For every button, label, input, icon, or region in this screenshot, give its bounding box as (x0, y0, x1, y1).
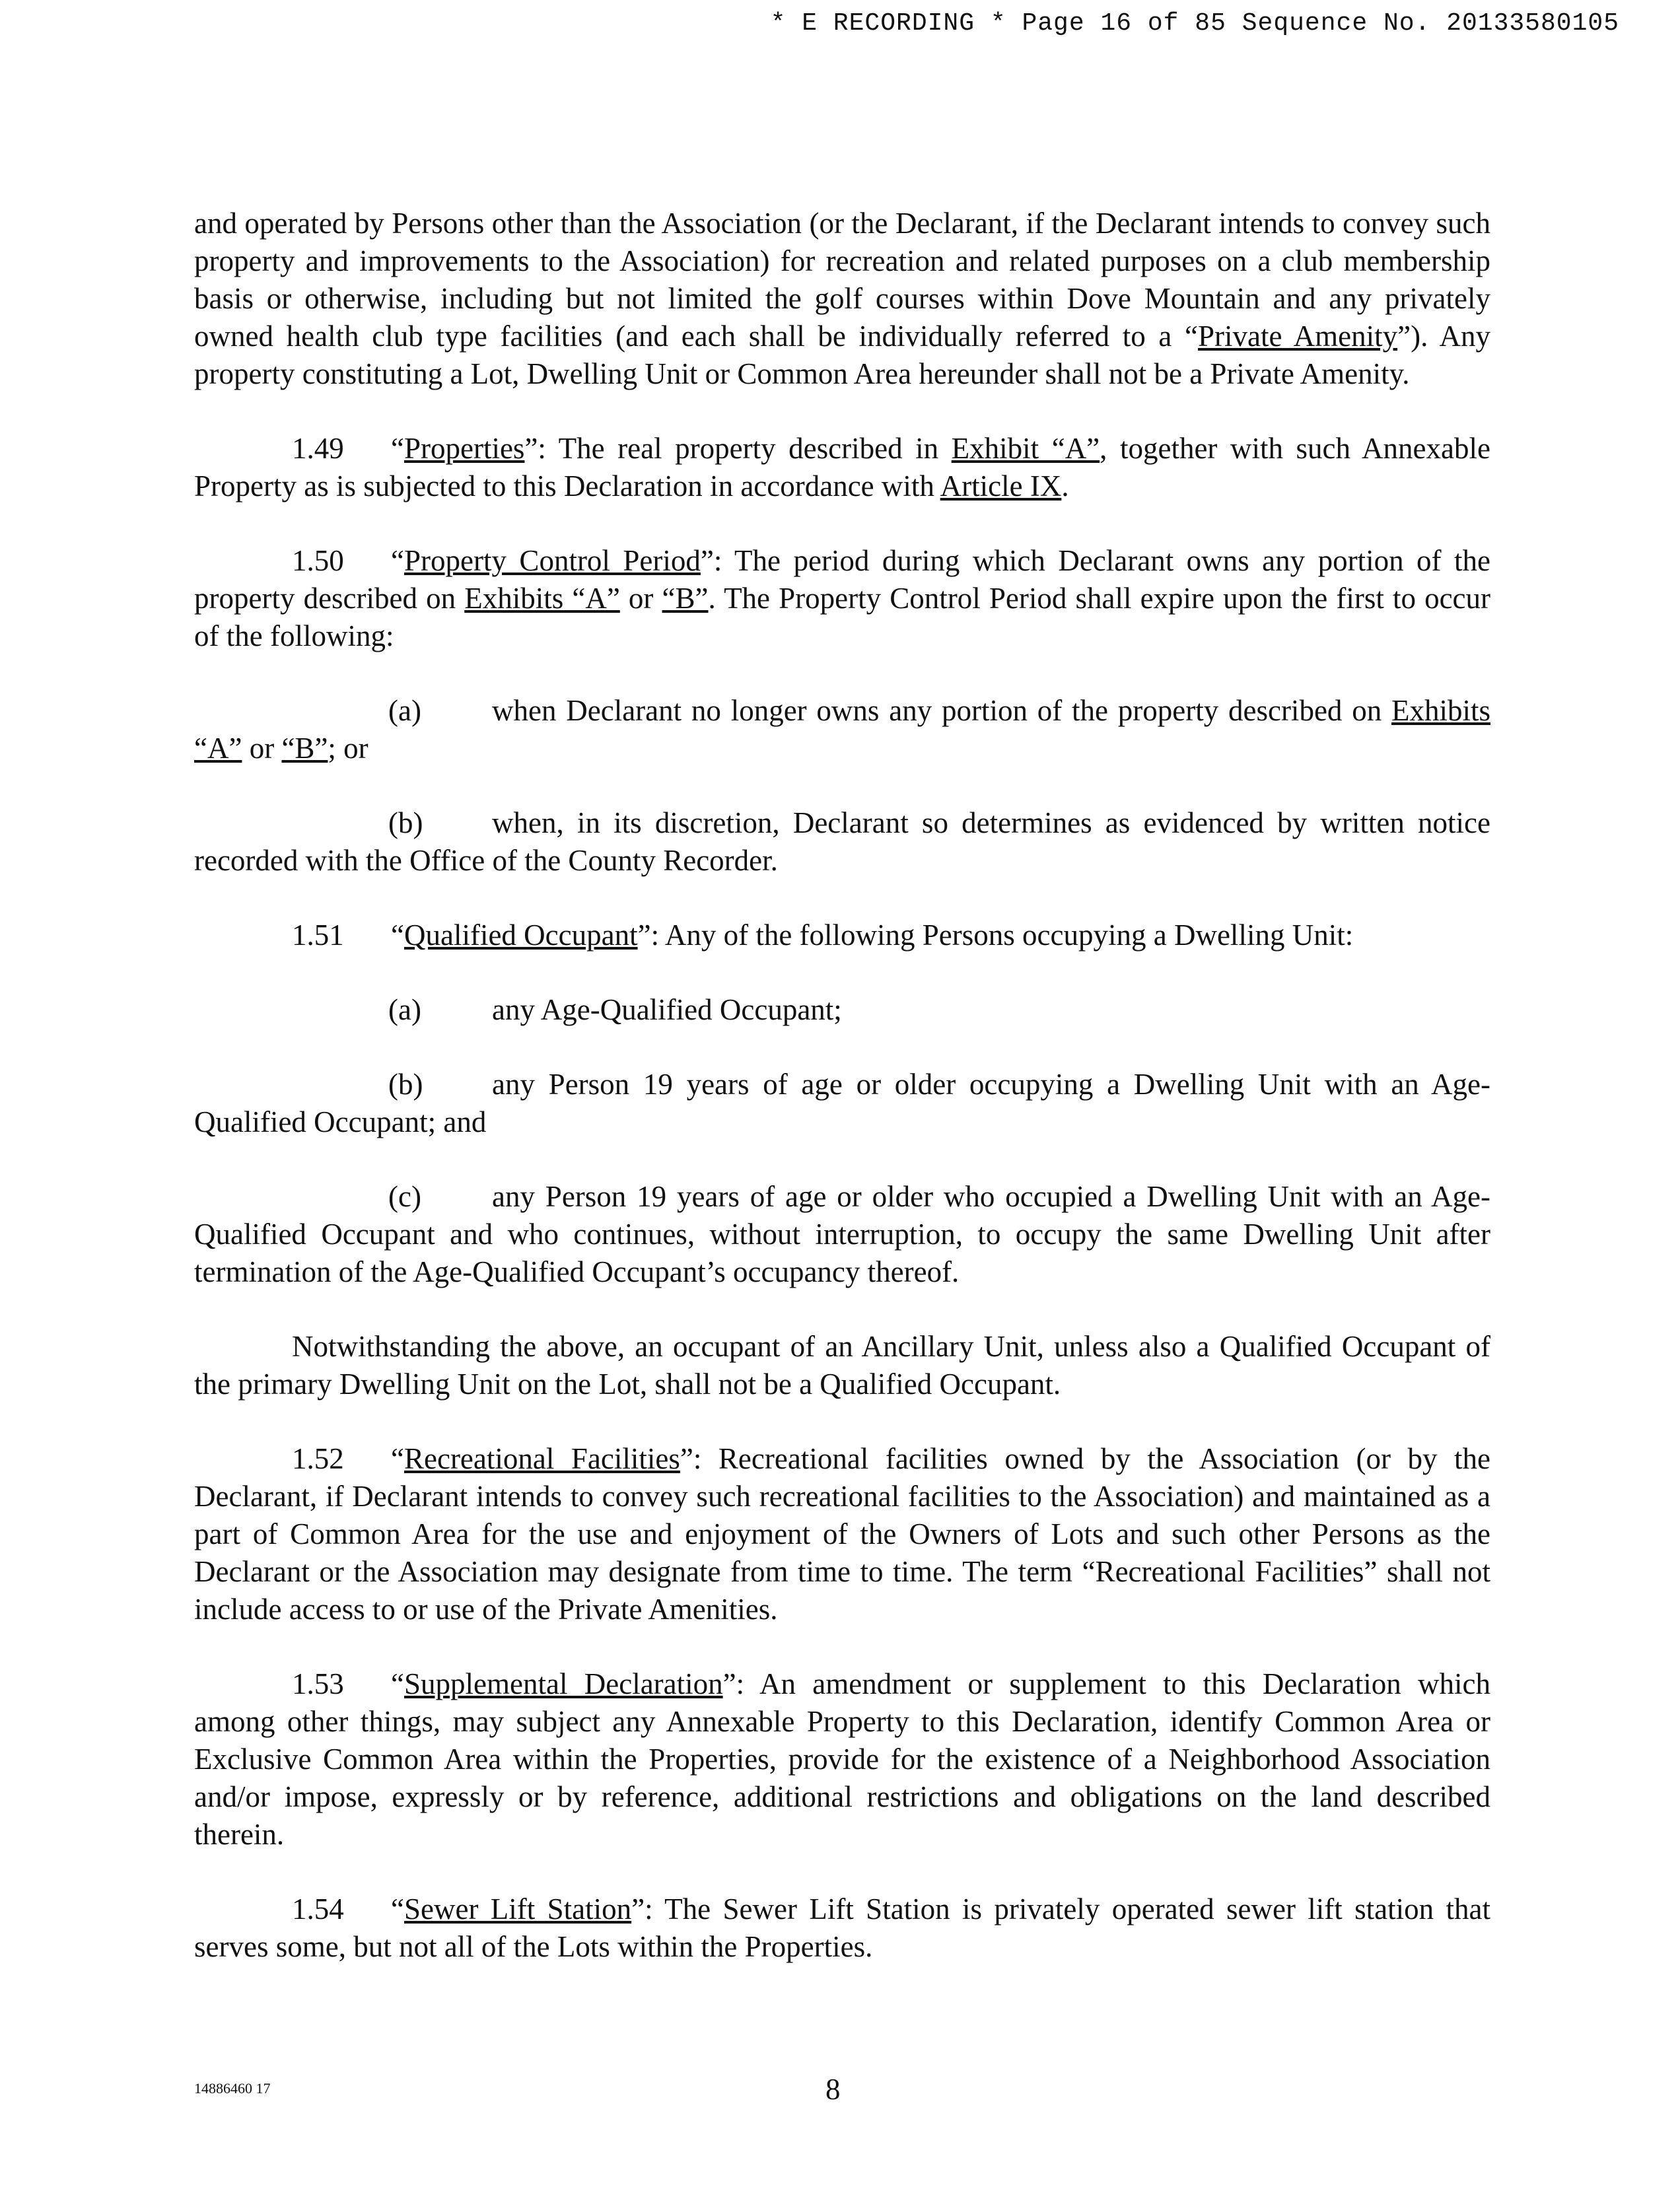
text: ”: The Sewer Lift Station is privately operated sewer lift station that serves some, but not all of the Lots within the Properties. (194, 1892, 1490, 1963)
item-label: (b) (388, 806, 423, 839)
section-1-51 (194, 917, 1490, 954)
section-1-52 (194, 1440, 1490, 1628)
defined-term-private-amenity: Private Amenity (1197, 320, 1398, 353)
item-label: (a) (388, 694, 421, 727)
text: ; or (328, 732, 368, 765)
section-number: 1.51 (292, 919, 344, 952)
section-1-50-item-b (194, 804, 1490, 880)
defined-term-qualified-occupant: Qualified Occupant (403, 919, 638, 952)
item-label: (a) (388, 993, 421, 1026)
section-number: 1.52 (292, 1442, 344, 1475)
text: any Age-Qualified Occupant; (492, 993, 842, 1026)
text: . The Property Control Period shall expire upon the first to occur of the following: (194, 582, 1491, 652)
qualified-occupant-note: Notwithstanding the above, an occupant of an Ancillary Unit, unless also a Qualified Occupant of the primary Dwelling Unit on the Lot, shall not be a Qualified Occupant. (194, 1330, 1490, 1401)
page-number: 8 (825, 2073, 841, 2106)
exhibit-b-reference: “B” (662, 582, 709, 615)
text: , together with such Annexable Property as is subjected to this Declaration in accordance with (194, 432, 1490, 503)
defined-term-sewer-lift-station: Sewer Lift Station (403, 1892, 632, 1926)
document-body (194, 205, 1490, 1966)
section-1-51-item-b (194, 1066, 1490, 1141)
section-number: 1.50 (292, 544, 344, 577)
text: or (619, 582, 662, 615)
text: any Person 19 years of age or older who occupied a Dwelling Unit with an Age-Qualified Occupant and who continues, without interruption, to occupy the same Dwelling Unit after termination of the Age-Qualified Occupant’s occupancy thereof. (194, 1180, 1490, 1288)
section-1-50-item-a (194, 692, 1490, 767)
section-1-51-item-a (194, 991, 1490, 1029)
text: “ (391, 1667, 404, 1700)
paragraph-private-amenity-continued (194, 205, 1490, 393)
section-number: 1.54 (292, 1892, 344, 1926)
exhibits-a-reference: Exhibits “A” (194, 694, 1490, 765)
text: ”: An amendment or supplement to this Declaration which among other things, may subject any Annexable Property to this Declaration, identify Common Area or Exclusive Common Area within the Properties, provide for the existence of a Neighborhood Association and/or impose, expressly or by reference, additional restrictions and obligations on the land described therein. (194, 1667, 1490, 1851)
text: ”: The real property described in (524, 432, 952, 465)
text: and operated by Persons other than the Association (or the Declarant, if the Declarant intends to convey such property and improvements to the Association) for recreation and related purposes on a club membership basis or otherwise, including but not limited the golf courses within Dove Mountain and any privately owned health club type facilities (and each shall be individually referred to a “ (194, 207, 1490, 353)
document-code: 14886460 17 (194, 2080, 271, 2097)
text: “ (391, 919, 404, 952)
text: ”). Any property constituting a Lot, Dwelling Unit or Common Area hereunder shall not be a Private Amenity. (194, 320, 1490, 390)
text: . (1061, 469, 1069, 503)
text: ”: Recreational facilities owned by the Association (or by the Declarant, if Declarant intends to convey such recreational facilities to the Association) and maintained as a part of Common Area for the use and enjoyment of the Owners of Lots and such other Persons as the Declarant or the Association may designate from time to time. The term “Recreational Facilities” shall not include access to or use of the Private Amenities. (194, 1442, 1491, 1626)
section-number: 1.53 (292, 1667, 344, 1700)
text: when, in its discretion, Declarant so determines as evidenced by written notice recorded with the Office of the County Recorder. (194, 806, 1490, 877)
defined-term-supplemental-declaration: Supplemental Declaration (403, 1667, 723, 1700)
defined-term-properties: Properties (403, 432, 525, 465)
exhibit-a-reference: Exhibit “A” (951, 432, 1100, 465)
text: or (242, 732, 282, 765)
text: “ (391, 1442, 404, 1475)
text: any Person 19 years of age or older occupying a Dwelling Unit with an Age-Qualified Occupant; and (194, 1068, 1490, 1138)
section-1-50 (194, 542, 1490, 655)
section-1-51-item-c (194, 1178, 1490, 1291)
text: “ (391, 1892, 404, 1926)
recording-stamp: * E RECORDING * Page 16 of 85 Sequence No. 20133580105 (770, 9, 1619, 38)
defined-term-recreational-facilities: Recreational Facilities (403, 1442, 680, 1475)
defined-term-property-control-period: Property Control Period (403, 544, 701, 577)
section-1-54 (194, 1891, 1490, 1966)
section-1-53 (194, 1665, 1490, 1854)
section-1-49 (194, 430, 1490, 505)
text: when Declarant no longer owns any portion of the property described on (492, 694, 1391, 727)
text: “ (391, 432, 404, 465)
text: ”: Any of the following Persons occupying a Dwelling Unit: (637, 919, 1354, 952)
exhibit-b-reference: “B” (281, 732, 328, 765)
article-ix-reference: Article IX (940, 469, 1062, 503)
section-number: 1.49 (292, 432, 344, 465)
item-label: (c) (388, 1180, 421, 1213)
text: “ (391, 544, 404, 577)
text: ”: The period during which Declarant owns any portion of the property described on (194, 544, 1490, 615)
exhibits-a-reference: Exhibits “A” (464, 582, 620, 615)
item-label: (b) (388, 1068, 423, 1101)
